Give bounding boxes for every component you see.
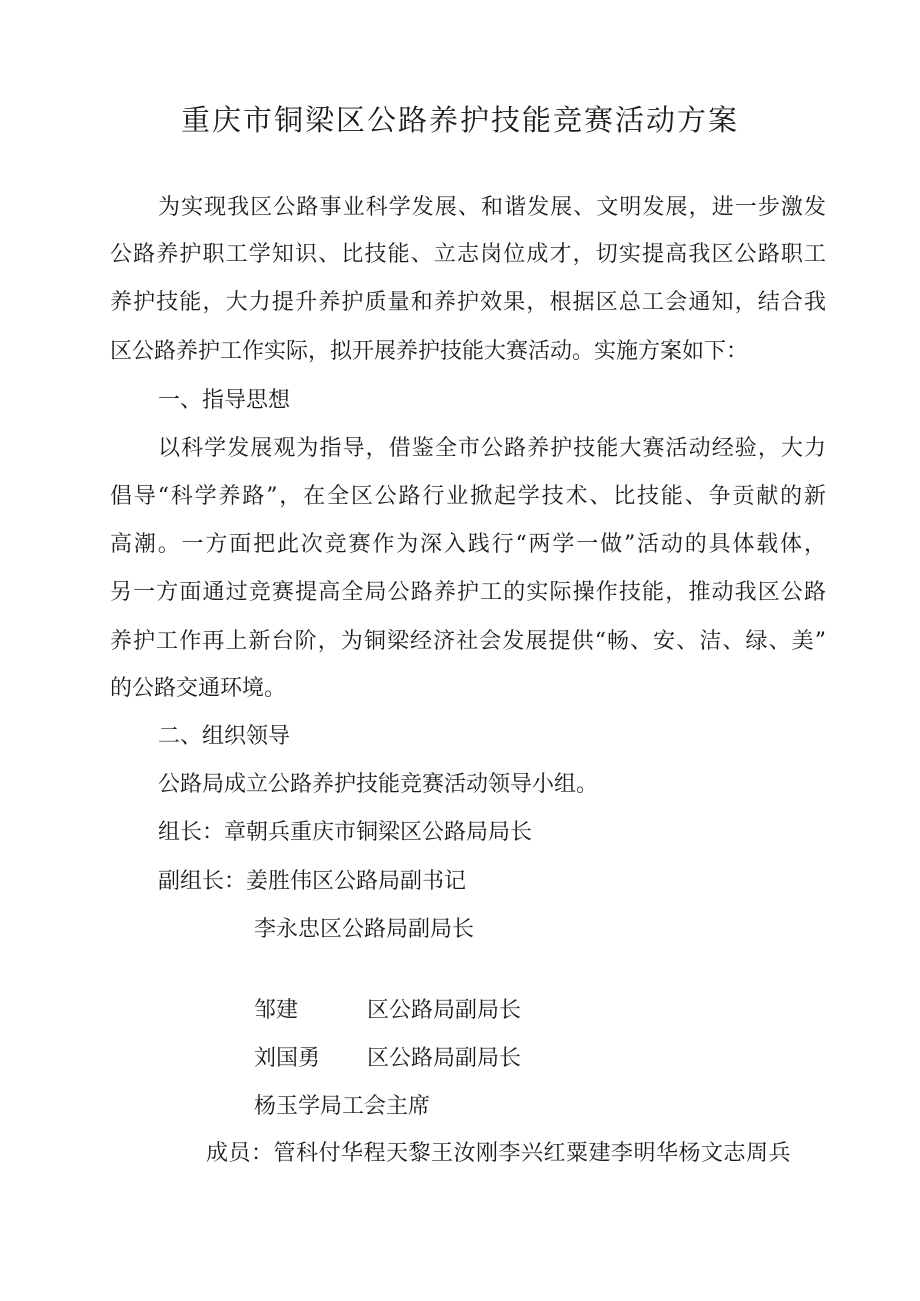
deputy-leader-line-last: 杨玉学局工会主席 — [254, 1094, 431, 1119]
section1-line-6: 的公路交通环境。 — [110, 676, 287, 701]
section1-line-2: 倡导“科学养路”，在全区公路行业掀起学技术、比技能、争贡献的新 — [110, 484, 826, 509]
deputy-role-2: 区公路局副局长 — [367, 1046, 522, 1071]
intro-line-3: 养护技能，大力提升养护质量和养护效果，根据区总工会通知，结合我 — [110, 290, 826, 315]
section1-line-3: 高潮。一方面把此次竞赛作为深入践行“两学一做”活动的具体载体， — [110, 532, 826, 557]
document-title: 重庆市铜梁区公路养护技能竞赛活动方案 — [180, 103, 739, 137]
section1-line-5: 养护工作再上新台阶，为铜梁经济社会发展提供“畅、安、洁、绿、美” — [110, 629, 826, 654]
leader-line: 组长：章朝兵重庆市铜梁区公路局局长 — [158, 820, 533, 845]
members-line: 成员：管科付华程天黎王汝刚李兴红粟建李明华杨文志周兵 — [206, 1141, 792, 1166]
intro-line-2: 公路养护职工学知识、比技能、立志岗位成才，切实提高我区公路职工 — [110, 242, 826, 267]
intro-line-1: 为实现我区公路事业科学发展、和谐发展、文明发展，进一步激发 — [158, 195, 826, 220]
deputy-name-2: 刘国勇 — [254, 1046, 321, 1071]
section2-intro: 公路局成立公路养护技能竞赛活动领导小组。 — [158, 772, 599, 797]
section-heading-guiding-ideology: 一、指导思想 — [158, 388, 291, 413]
deputy-leader-line-2: 李永忠区公路局副局长 — [254, 917, 475, 942]
section1-line-4: 另一方面通过竞赛提高全局公路养护工的实际操作技能，推动我区公路 — [110, 580, 826, 605]
section-heading-organization: 二、组织领导 — [158, 724, 291, 749]
intro-line-4: 区公路养护工作实际，拟开展养护技能大赛活动。实施方案如下： — [110, 339, 749, 364]
deputy-leader-line: 副组长：姜胜伟区公路局副书记 — [158, 869, 467, 894]
deputy-role-1: 区公路局副局长 — [367, 998, 522, 1023]
deputy-name-1: 邹建 — [254, 998, 299, 1023]
section1-line-1: 以科学发展观为指导，借鉴全市公路养护技能大赛活动经验，大力 — [158, 436, 826, 461]
